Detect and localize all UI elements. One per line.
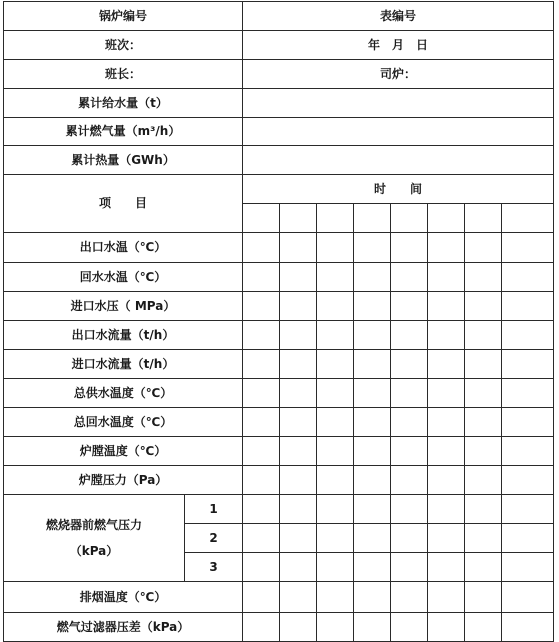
- reading-cell[interactable]: [465, 321, 502, 350]
- gas-total-label: 累计燃气量（m³/h）: [4, 118, 243, 146]
- reading-cell[interactable]: [243, 553, 280, 582]
- reading-cell[interactable]: [428, 350, 465, 379]
- reading-cell[interactable]: [243, 379, 280, 408]
- reading-cell[interactable]: [428, 524, 465, 553]
- reading-cell[interactable]: [317, 321, 354, 350]
- reading-cell[interactable]: [354, 524, 391, 553]
- header-row-heat-total: [4, 146, 554, 175]
- reading-cell[interactable]: [354, 263, 391, 292]
- shift-label: 班次：: [4, 31, 243, 60]
- reading-cell[interactable]: [465, 553, 502, 582]
- reading-cell[interactable]: [391, 495, 428, 524]
- reading-cell[interactable]: [354, 466, 391, 495]
- burner-subrow-number: 1: [185, 495, 243, 524]
- reading-cell[interactable]: [391, 524, 428, 553]
- time-slot-cell[interactable]: [465, 204, 502, 233]
- reading-cell[interactable]: [391, 466, 428, 495]
- measurement-row: [4, 263, 554, 292]
- row-label: 炉膛压力（Pa）: [4, 466, 243, 495]
- reading-cell[interactable]: [317, 582, 354, 613]
- row-label: 总回水温度（℃）: [4, 408, 243, 437]
- reading-cell[interactable]: [502, 233, 554, 263]
- time-slot-cell[interactable]: [502, 204, 554, 233]
- measurement-row: [4, 613, 554, 642]
- reading-cell[interactable]: [428, 408, 465, 437]
- form-no-label: 表编号: [243, 2, 554, 31]
- reading-cell[interactable]: [243, 292, 280, 321]
- reading-cell[interactable]: [428, 437, 465, 466]
- reading-cell[interactable]: [428, 613, 465, 642]
- reading-cell[interactable]: [317, 379, 354, 408]
- reading-cell[interactable]: [502, 263, 554, 292]
- reading-cell[interactable]: [502, 437, 554, 466]
- burner-pressure-label: [4, 495, 185, 582]
- reading-cell[interactable]: [391, 613, 428, 642]
- row-label: 排烟温度（℃）: [4, 582, 243, 613]
- water-total-value[interactable]: [243, 89, 554, 118]
- reading-cell[interactable]: [280, 613, 317, 642]
- boiler-operation-log-table: [3, 1, 554, 642]
- reading-cell[interactable]: [354, 408, 391, 437]
- reading-cell[interactable]: [428, 466, 465, 495]
- measurement-row: [4, 437, 554, 466]
- reading-cell[interactable]: [280, 321, 317, 350]
- header-row-boiler-no: [4, 2, 554, 31]
- reading-cell[interactable]: [317, 613, 354, 642]
- reading-cell[interactable]: [280, 582, 317, 613]
- reading-cell[interactable]: [280, 495, 317, 524]
- reading-cell[interactable]: [354, 292, 391, 321]
- measurement-row: [4, 350, 554, 379]
- time-slot-cell[interactable]: [280, 204, 317, 233]
- reading-cell[interactable]: [354, 379, 391, 408]
- reading-cell[interactable]: [465, 466, 502, 495]
- reading-cell[interactable]: [280, 233, 317, 263]
- reading-cell[interactable]: [280, 437, 317, 466]
- reading-cell[interactable]: [502, 524, 554, 553]
- reading-cell[interactable]: [317, 495, 354, 524]
- reading-cell[interactable]: [354, 495, 391, 524]
- heat-total-value[interactable]: [243, 146, 554, 175]
- reading-cell[interactable]: [502, 466, 554, 495]
- time-slot-cell[interactable]: [354, 204, 391, 233]
- reading-cell[interactable]: [391, 582, 428, 613]
- item-label: 项 目: [4, 175, 243, 233]
- reading-cell[interactable]: [354, 553, 391, 582]
- reading-cell[interactable]: [243, 466, 280, 495]
- reading-cell[interactable]: [243, 495, 280, 524]
- row-label: 炉膛温度（℃）: [4, 437, 243, 466]
- reading-cell[interactable]: [391, 553, 428, 582]
- item-time-header-row: [4, 175, 554, 204]
- water-total-label: 累计给水量（t）: [4, 89, 243, 118]
- reading-cell[interactable]: [428, 321, 465, 350]
- leader-label: 班长：: [4, 60, 243, 89]
- reading-cell[interactable]: [354, 350, 391, 379]
- reading-cell[interactable]: [317, 263, 354, 292]
- reading-cell[interactable]: [243, 321, 280, 350]
- reading-cell[interactable]: [391, 350, 428, 379]
- reading-cell[interactable]: [354, 233, 391, 263]
- reading-cell[interactable]: [280, 553, 317, 582]
- reading-cell[interactable]: [465, 350, 502, 379]
- time-slot-cell[interactable]: [317, 204, 354, 233]
- reading-cell[interactable]: [502, 408, 554, 437]
- gas-total-value[interactable]: [243, 118, 554, 146]
- reading-cell[interactable]: [465, 524, 502, 553]
- measurement-row: [4, 233, 554, 263]
- measurement-row: [4, 582, 554, 613]
- reading-cell[interactable]: [502, 321, 554, 350]
- boiler-no-label: 锅炉编号: [4, 2, 243, 31]
- reading-cell[interactable]: [280, 524, 317, 553]
- reading-cell[interactable]: [243, 437, 280, 466]
- reading-cell[interactable]: [354, 613, 391, 642]
- burner-pressure-row-1: [4, 495, 554, 524]
- reading-cell[interactable]: [391, 292, 428, 321]
- reading-cell[interactable]: [465, 437, 502, 466]
- reading-cell[interactable]: [391, 233, 428, 263]
- row-label: 出口水温（℃）: [4, 233, 243, 263]
- reading-cell[interactable]: [428, 495, 465, 524]
- burner-pressure-label-line2: （kPa）: [69, 544, 119, 558]
- reading-cell[interactable]: [317, 437, 354, 466]
- reading-cell[interactable]: [465, 233, 502, 263]
- reading-cell[interactable]: [243, 350, 280, 379]
- reading-cell[interactable]: [428, 379, 465, 408]
- time-slot-cell[interactable]: [243, 204, 280, 233]
- reading-cell[interactable]: [502, 379, 554, 408]
- reading-cell[interactable]: [502, 613, 554, 642]
- reading-cell[interactable]: [428, 553, 465, 582]
- measurement-row: [4, 408, 554, 437]
- reading-cell[interactable]: [317, 350, 354, 379]
- reading-cell[interactable]: [317, 233, 354, 263]
- reading-cell[interactable]: [280, 379, 317, 408]
- reading-cell[interactable]: [428, 582, 465, 613]
- burner-pressure-label-line1: 燃烧器前燃气压力: [45, 518, 142, 532]
- reading-cell[interactable]: [317, 292, 354, 321]
- reading-cell[interactable]: [428, 233, 465, 263]
- reading-cell[interactable]: [243, 408, 280, 437]
- reading-cell[interactable]: [391, 408, 428, 437]
- reading-cell[interactable]: [391, 437, 428, 466]
- reading-cell[interactable]: [502, 292, 554, 321]
- header-row-water-total: [4, 89, 554, 118]
- reading-cell[interactable]: [280, 408, 317, 437]
- reading-cell[interactable]: [391, 321, 428, 350]
- time-slot-cell[interactable]: [428, 204, 465, 233]
- reading-cell[interactable]: [391, 379, 428, 408]
- reading-cell[interactable]: [243, 613, 280, 642]
- burner-subrow-number: 2: [185, 524, 243, 553]
- reading-cell[interactable]: [243, 582, 280, 613]
- reading-cell[interactable]: [317, 524, 354, 553]
- reading-cell[interactable]: [354, 321, 391, 350]
- reading-cell[interactable]: [428, 292, 465, 321]
- reading-cell[interactable]: [354, 437, 391, 466]
- header-row-leader: [4, 60, 554, 89]
- reading-cell[interactable]: [502, 495, 554, 524]
- reading-cell[interactable]: [502, 582, 554, 613]
- reading-cell[interactable]: [465, 582, 502, 613]
- reading-cell[interactable]: [243, 524, 280, 553]
- reading-cell[interactable]: [465, 613, 502, 642]
- header-row-shift: [4, 31, 554, 60]
- reading-cell[interactable]: [391, 263, 428, 292]
- measurement-row: [4, 292, 554, 321]
- reading-cell[interactable]: [243, 263, 280, 292]
- reading-cell[interactable]: [280, 466, 317, 495]
- reading-cell[interactable]: [243, 233, 280, 263]
- reading-cell[interactable]: [428, 263, 465, 292]
- time-label: 时 间: [243, 175, 554, 204]
- burner-subrow-number: 3: [185, 553, 243, 582]
- reading-cell[interactable]: [280, 263, 317, 292]
- row-label: 总供水温度（℃）: [4, 379, 243, 408]
- measurement-row: [4, 466, 554, 495]
- heat-total-label: 累计热量（GWh）: [4, 146, 243, 175]
- row-label: 燃气过滤器压差（kPa）: [4, 613, 243, 642]
- reading-cell[interactable]: [317, 553, 354, 582]
- stoker-label: 司炉：: [243, 60, 554, 89]
- date-label: 年 月 日: [243, 31, 554, 60]
- reading-cell[interactable]: [465, 263, 502, 292]
- measurement-row: [4, 321, 554, 350]
- reading-cell[interactable]: [317, 466, 354, 495]
- time-slot-cell[interactable]: [391, 204, 428, 233]
- reading-cell[interactable]: [502, 553, 554, 582]
- row-label: 进口水流量（t/h）: [4, 350, 243, 379]
- header-row-gas-total: [4, 118, 554, 146]
- measurement-row: [4, 379, 554, 408]
- reading-cell[interactable]: [317, 408, 354, 437]
- row-label: 出口水流量（t/h）: [4, 321, 243, 350]
- reading-cell[interactable]: [465, 379, 502, 408]
- reading-cell[interactable]: [354, 582, 391, 613]
- row-label: 进口水压（ MPa）: [4, 292, 243, 321]
- reading-cell[interactable]: [502, 350, 554, 379]
- reading-cell[interactable]: [465, 495, 502, 524]
- reading-cell[interactable]: [465, 408, 502, 437]
- reading-cell[interactable]: [465, 292, 502, 321]
- reading-cell[interactable]: [280, 292, 317, 321]
- row-label: 回水水温（℃）: [4, 263, 243, 292]
- reading-cell[interactable]: [280, 350, 317, 379]
